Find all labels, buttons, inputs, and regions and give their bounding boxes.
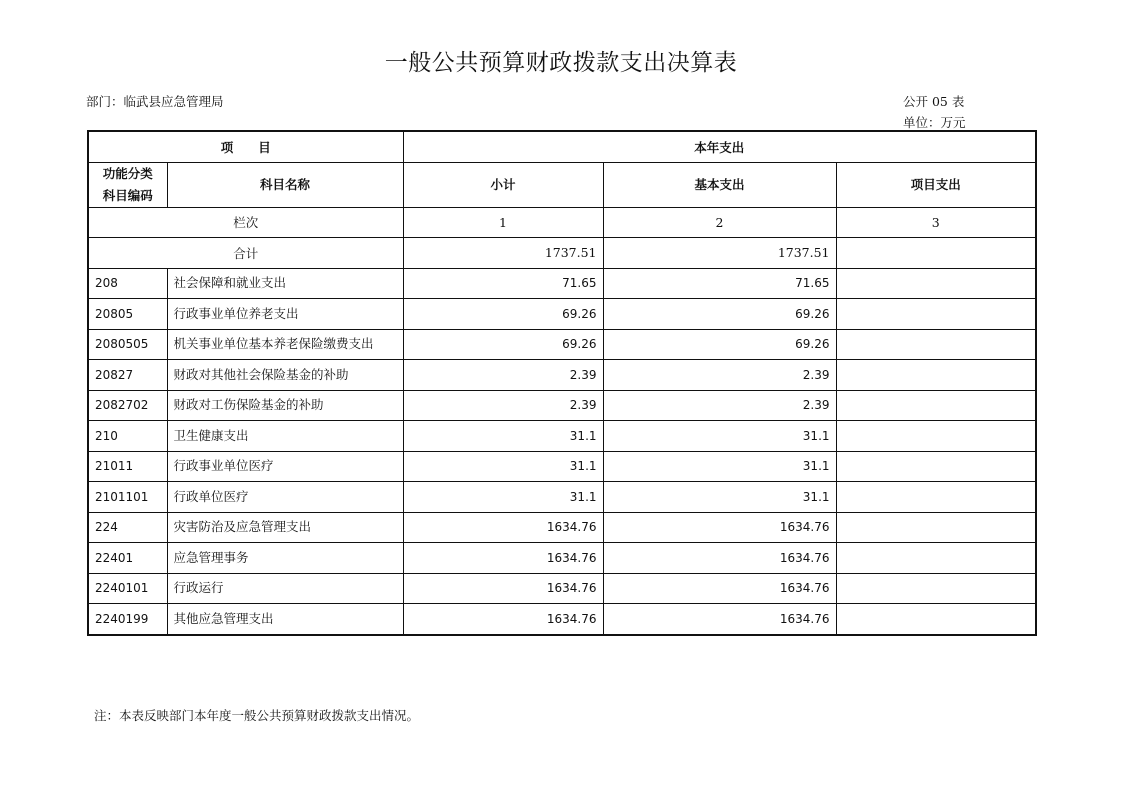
row-basic: 69.26 — [603, 329, 836, 360]
row-code: 22401 — [88, 543, 167, 574]
header-basic: 基本支出 — [603, 162, 836, 207]
row-basic: 1634.76 — [603, 573, 836, 604]
row-code: 2240199 — [88, 604, 167, 635]
row-code: 2240101 — [88, 573, 167, 604]
row-code: 210 — [88, 421, 167, 452]
header-subtotal: 小计 — [403, 162, 603, 207]
row-project — [836, 268, 1036, 299]
row-basic: 71.65 — [603, 268, 836, 299]
column-index-1: 1 — [403, 207, 603, 238]
row-code: 208 — [88, 268, 167, 299]
header-row-1 — [88, 131, 1036, 162]
form-number: 公开 05 表 — [903, 94, 965, 109]
header-code-line2: 科目编码 — [102, 187, 153, 203]
row-name: 行政事业单位养老支出 — [167, 299, 403, 330]
row-name: 财政对其他社会保险基金的补助 — [167, 360, 403, 391]
row-name: 行政单位医疗 — [167, 482, 403, 513]
row-subtotal: 2.39 — [403, 390, 603, 421]
table-row — [88, 451, 1036, 482]
department-label: 部门：临武县应急管理局 — [86, 94, 224, 109]
row-name: 应急管理事务 — [167, 543, 403, 574]
row-project — [836, 543, 1036, 574]
row-code: 20805 — [88, 299, 167, 330]
table-row — [88, 299, 1036, 330]
row-basic: 1634.76 — [603, 604, 836, 635]
row-subtotal: 71.65 — [403, 268, 603, 299]
row-code: 224 — [88, 512, 167, 543]
table-row — [88, 512, 1036, 543]
row-basic: 31.1 — [603, 421, 836, 452]
row-subtotal: 31.1 — [403, 482, 603, 513]
page-title: 一般公共预算财政拨款支出决算表 — [384, 50, 738, 76]
row-basic: 69.26 — [603, 299, 836, 330]
row-subtotal: 31.1 — [403, 421, 603, 452]
row-basic: 2.39 — [603, 360, 836, 391]
table-row — [88, 329, 1036, 360]
row-project — [836, 573, 1036, 604]
total-project — [836, 238, 1036, 269]
table-row — [88, 604, 1036, 635]
table-row — [88, 421, 1036, 452]
row-code: 2080505 — [88, 329, 167, 360]
table-note: 注：本表反映部门本年度一般公共预算财政拨款支出情况。 — [94, 708, 420, 723]
row-name: 灾害防治及应急管理支出 — [167, 512, 403, 543]
total-label: 合计 — [88, 238, 403, 269]
expenditure-table — [87, 130, 1037, 636]
header-code — [88, 162, 167, 207]
table-row — [88, 573, 1036, 604]
table-row — [88, 390, 1036, 421]
row-code: 2101101 — [88, 482, 167, 513]
row-basic: 2.39 — [603, 390, 836, 421]
row-name: 机关事业单位基本养老保险缴费支出 — [167, 329, 403, 360]
row-project — [836, 329, 1036, 360]
row-name: 其他应急管理支出 — [167, 604, 403, 635]
row-subtotal: 2.39 — [403, 360, 603, 391]
header-item: 项 目 — [88, 131, 403, 162]
table-row — [88, 360, 1036, 391]
row-project — [836, 390, 1036, 421]
row-name: 行政运行 — [167, 573, 403, 604]
row-project — [836, 512, 1036, 543]
column-index-row — [88, 207, 1036, 238]
row-basic: 1634.76 — [603, 543, 836, 574]
row-name: 行政事业单位医疗 — [167, 451, 403, 482]
row-subtotal: 1634.76 — [403, 512, 603, 543]
row-project — [836, 299, 1036, 330]
row-project — [836, 604, 1036, 635]
row-code: 2082702 — [88, 390, 167, 421]
column-index-label: 栏次 — [88, 207, 403, 238]
row-subtotal: 69.26 — [403, 299, 603, 330]
row-basic: 1634.76 — [603, 512, 836, 543]
row-project — [836, 421, 1036, 452]
total-basic: 1737.51 — [603, 238, 836, 269]
column-index-3: 3 — [836, 207, 1036, 238]
row-subtotal: 1634.76 — [403, 604, 603, 635]
header-project: 项目支出 — [836, 162, 1036, 207]
row-subtotal: 1634.76 — [403, 573, 603, 604]
total-row — [88, 238, 1036, 269]
row-subtotal: 1634.76 — [403, 543, 603, 574]
row-subtotal: 69.26 — [403, 329, 603, 360]
table-row — [88, 482, 1036, 513]
row-project — [836, 482, 1036, 513]
row-name: 社会保障和就业支出 — [167, 268, 403, 299]
table-row — [88, 543, 1036, 574]
unit-label: 单位：万元 — [903, 115, 966, 130]
header-current-year: 本年支出 — [403, 131, 1036, 162]
row-subtotal: 31.1 — [403, 451, 603, 482]
table-row — [88, 268, 1036, 299]
header-code-line1: 功能分类 — [102, 165, 153, 181]
header-row-2 — [88, 162, 1036, 207]
row-code: 21011 — [88, 451, 167, 482]
row-name: 卫生健康支出 — [167, 421, 403, 452]
row-basic: 31.1 — [603, 482, 836, 513]
column-index-2: 2 — [603, 207, 836, 238]
row-code: 20827 — [88, 360, 167, 391]
header-name: 科目名称 — [167, 162, 403, 207]
total-subtotal: 1737.51 — [403, 238, 603, 269]
row-basic: 31.1 — [603, 451, 836, 482]
row-name: 财政对工伤保险基金的补助 — [167, 390, 403, 421]
row-project — [836, 360, 1036, 391]
row-project — [836, 451, 1036, 482]
